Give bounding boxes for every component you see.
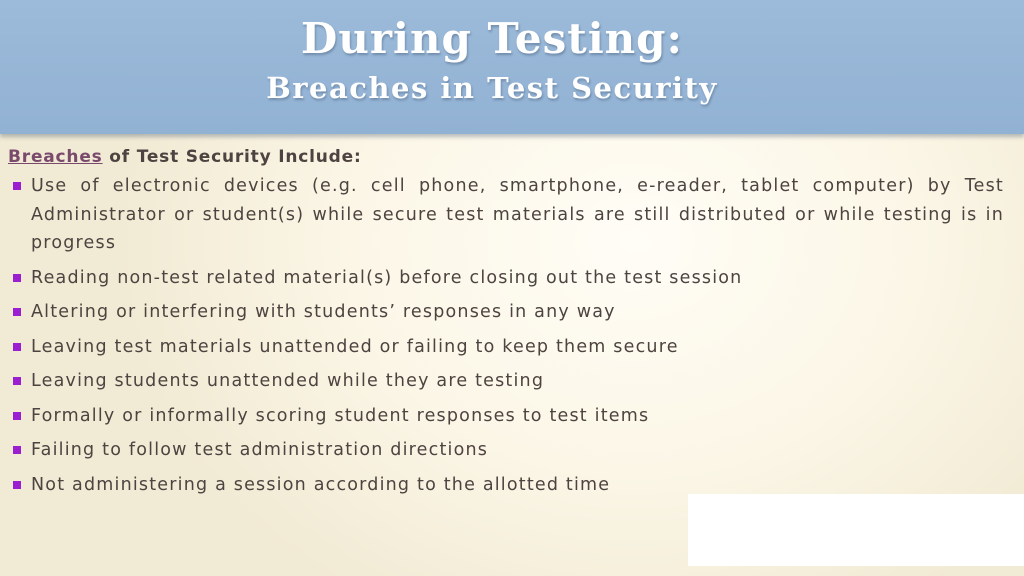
square-bullet-icon (13, 308, 21, 316)
blank-overlay-box (688, 494, 1024, 566)
square-bullet-icon (13, 412, 21, 420)
list-item-text: Reading non-test related material(s) before closing out the test session (31, 267, 743, 288)
list-item (8, 333, 1004, 362)
square-bullet-icon (13, 182, 21, 190)
list-item (8, 436, 1004, 465)
list-item-text: Leaving students unattended while they are testing (31, 371, 545, 391)
list-item-text: Failing to follow test administration directions (31, 440, 489, 460)
slide-subtitle: Breaches in Test Security (266, 71, 718, 105)
slide-title: During Testing: (300, 14, 684, 63)
list-item-text: Not administering a session according to the allotted time (31, 474, 611, 495)
title-banner (0, 0, 1024, 134)
heading-emphasis: Breaches (8, 147, 103, 167)
square-bullet-icon (13, 377, 21, 385)
square-bullet-icon (13, 446, 21, 454)
square-bullet-icon (13, 343, 21, 351)
list-item-text: Formally or informally scoring student responses to test items (31, 405, 650, 426)
list-item (8, 172, 1004, 258)
list-item (8, 264, 1004, 293)
list-item (8, 402, 1004, 431)
list-item (8, 367, 1004, 396)
content-heading (8, 144, 1004, 170)
list-item-text: Use of electronic devices (e.g. cell phone, smartphone, e-reader, tablet computer) by Test Administrator or student(s) while secure test materials are still distributed or while testing is in progress (31, 176, 1004, 253)
slide-content (8, 144, 1004, 505)
list-item-text: Leaving test materials unattended or failing to keep them secure (31, 336, 679, 357)
list-item-text: Altering or interfering with students’ responses in any way (31, 302, 616, 322)
bullet-list (8, 172, 1004, 499)
list-item (8, 298, 1004, 327)
heading-rest: of Test Security Include: (102, 147, 362, 167)
square-bullet-icon (13, 481, 21, 489)
square-bullet-icon (13, 274, 21, 282)
